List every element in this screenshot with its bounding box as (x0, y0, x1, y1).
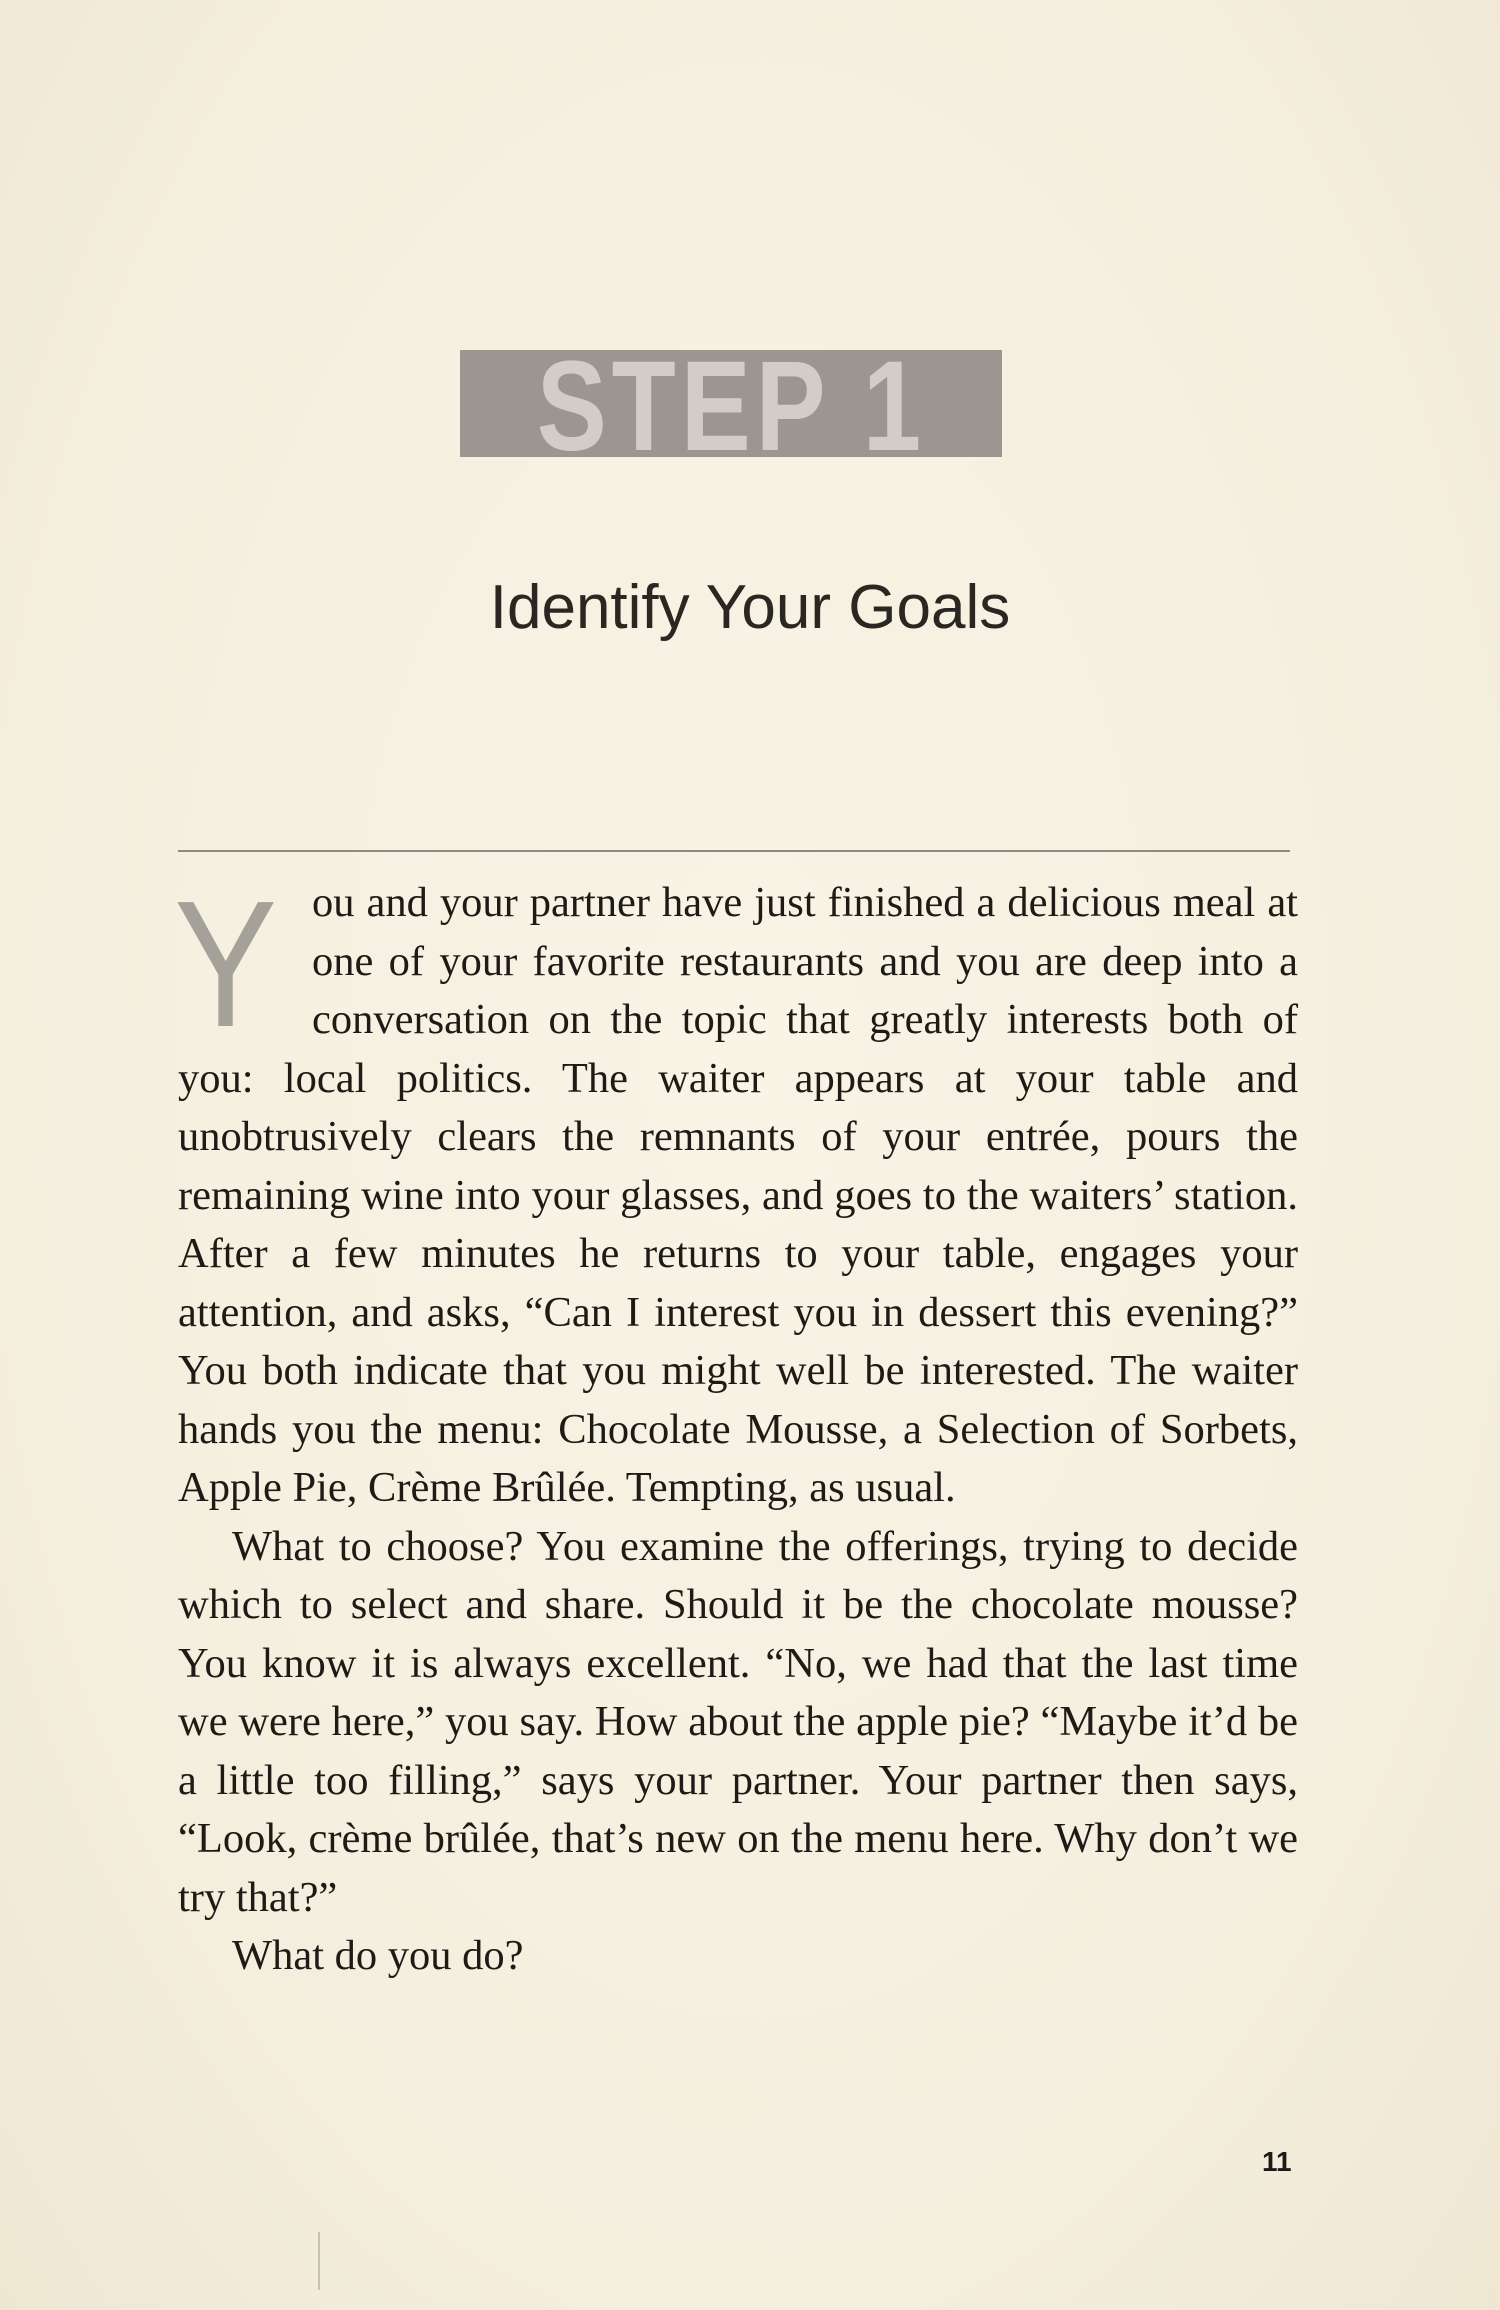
paragraph-2: What to choose? You examine the offerings, trying to decide which to select and share. Should it be the chocolate mousse? You know it is always excellent. “No, we had that the last time we were here,” you say. How about the apple pie? “Maybe it’d be a little too filling,” says your partner. Your partner then says, “Look, crème brûlée, that’s new on the menu here. Why don’t we try that?” (178, 1522, 1298, 1921)
drop-cap: Y (174, 864, 278, 1065)
section-divider (178, 850, 1290, 852)
page-number: 11 (1262, 2146, 1292, 2177)
chapter-title: Identify Your Goals (489, 573, 1011, 642)
body-text (174, 864, 1298, 1986)
paragraph-1-text: ou and your partner have just finished a delicious meal at one of your favorite restaurants and you are deep into a conversation on the topic that greatly interests both of you: local politics. The waiter appears at your table and unobtrusively clears the remnants of your entrée, pours the remaining wine into your glasses, and goes to the waiters’ station. After a few minutes he returns to your table, engages your attention, and asks, “Can I interest you in dessert this evening?” You both indicate that you might well be interested. The waiter hands you the menu: Chocolate Mousse, a Selection of Sorbets, Apple Pie, Crème Brûlée. Tempting, as usual. (178, 879, 1298, 1511)
step-banner (460, 350, 1002, 457)
paragraph-1 (174, 864, 1298, 1518)
paragraph-3: What do you do? (232, 1932, 524, 1979)
step-label: STEP 1 (536, 350, 926, 457)
gutter-mark (318, 2232, 320, 2290)
